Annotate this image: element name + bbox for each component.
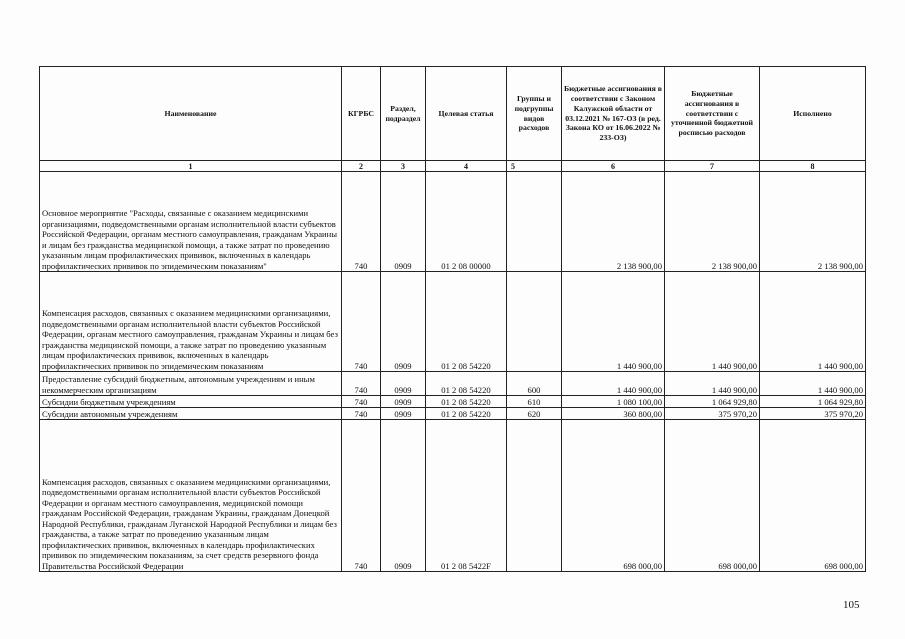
row-kgrbs: 740 xyxy=(342,272,381,372)
row-assign-law: 360 800,00 xyxy=(562,408,665,420)
column-number: 4 xyxy=(426,161,507,172)
row-group xyxy=(507,172,562,272)
row-assign-law: 1 080 100,00 xyxy=(562,396,665,408)
row-assign-refined: 2 138 900,00 xyxy=(665,172,760,272)
row-kgrbs: 740 xyxy=(342,408,381,420)
row-assign-law: 1 440 900,00 xyxy=(562,272,665,372)
row-name: Основное мероприятие "Расходы, связанные с оказанием медицинскими организациями, подведомственными органам исполнительной власти субъектов Российской Федерации, органам местного самоуправления, гражданам Украины и лицам без гражданства медицинской помощи, а также затрат по проведению указанным лицам профилактических прививок, включенных в календарь профилактических прививок по эпидемическим показаниям" xyxy=(40,172,342,272)
table-row xyxy=(40,172,866,272)
row-section: 0909 xyxy=(381,372,426,396)
row-executed: 1 064 929,80 xyxy=(760,396,866,408)
row-kgrbs: 740 xyxy=(342,172,381,272)
row-group xyxy=(507,420,562,572)
row-executed: 375 970,20 xyxy=(760,408,866,420)
row-kgrbs: 740 xyxy=(342,372,381,396)
row-assign-law: 698 000,00 xyxy=(562,420,665,572)
row-section: 0909 xyxy=(381,396,426,408)
row-target: 01 2 08 00000 xyxy=(426,172,507,272)
header-assign-refined: Бюджетные ассигнования в соответствии с уточненной бюджетной росписью расходов xyxy=(665,67,760,161)
row-group: 610 xyxy=(507,396,562,408)
page-number: 105 xyxy=(843,599,860,611)
column-number: 3 xyxy=(381,161,426,172)
table-row xyxy=(40,408,866,420)
header-row xyxy=(40,67,866,161)
row-group xyxy=(507,272,562,372)
row-assign-law: 2 138 900,00 xyxy=(562,172,665,272)
row-target: 01 2 08 54220 xyxy=(426,272,507,372)
row-executed: 1 440 900,00 xyxy=(760,272,866,372)
row-assign-refined: 375 970,20 xyxy=(665,408,760,420)
header-section: Раздел, подраздел xyxy=(381,67,426,161)
row-section: 0909 xyxy=(381,172,426,272)
row-target: 01 2 08 54220 xyxy=(426,396,507,408)
row-name: Субсидии бюджетным учреждениям xyxy=(40,396,342,408)
header-kgrbs: КГРБС xyxy=(342,67,381,161)
row-assign-refined: 1 440 900,00 xyxy=(665,372,760,396)
row-section: 0909 xyxy=(381,272,426,372)
row-executed: 2 138 900,00 xyxy=(760,172,866,272)
header-assign-law: Бюджетные ассигнования в соответствии с Законом Калужской области от 03.12.2021 № 167-ОЗ (в ред. Закона КО от 16.06.2022 № 233-ОЗ) xyxy=(562,67,665,161)
column-number: 6 xyxy=(562,161,665,172)
budget-table xyxy=(39,66,866,572)
row-executed: 1 440 900,00 xyxy=(760,372,866,396)
row-executed: 698 000,00 xyxy=(760,420,866,572)
column-number: 8 xyxy=(760,161,866,172)
header-groups: Группы и подгруппы видов расходов xyxy=(507,67,562,161)
row-target: 01 2 08 54220 xyxy=(426,408,507,420)
row-assign-refined: 1 440 900,00 xyxy=(665,272,760,372)
row-target: 01 2 08 54220 xyxy=(426,372,507,396)
row-assign-refined: 698 000,00 xyxy=(665,420,760,572)
table-row xyxy=(40,420,866,572)
row-group: 600 xyxy=(507,372,562,396)
header-executed: Исполнено xyxy=(760,67,866,161)
table-row xyxy=(40,396,866,408)
column-number-row xyxy=(40,161,866,172)
row-name: Предоставление субсидий бюджетным, автономным учреждениям и иным некоммерческим организациям xyxy=(40,372,342,396)
row-assign-law: 1 440 900,00 xyxy=(562,372,665,396)
row-kgrbs: 740 xyxy=(342,420,381,572)
column-number: 2 xyxy=(342,161,381,172)
table-row xyxy=(40,272,866,372)
header-name: Наименование xyxy=(40,67,342,161)
row-name: Субсидии автономным учреждениям xyxy=(40,408,342,420)
table-row xyxy=(40,372,866,396)
row-assign-refined: 1 064 929,80 xyxy=(665,396,760,408)
header-target: Целевая статья xyxy=(426,67,507,161)
row-group: 620 xyxy=(507,408,562,420)
column-number: 7 xyxy=(665,161,760,172)
row-name: Компенсация расходов, связанных с оказанием медицинскими организациями, подведомственными органам исполнительной власти субъектов Российской Федерации, органам местного самоуправления, гражданам Украины и лицам без гражданства медицинской помощи, а также затрат по проведению указанным лицам профилактических прививок, включенных в календарь профилактических прививок по эпидемическим показаниям xyxy=(40,272,342,372)
row-section: 0909 xyxy=(381,408,426,420)
row-name: Компенсация расходов, связанных с оказанием медицинскими организациями, подведомственными органам исполнительной власти субъектов Российской Федерации и органам местного самоуправления, медицинской помощи гражданам Российской Федерации, гражданам Украины, гражданам Донецкой Народной Республики, гражданам Луганской Народной Республики и лицам без гражданства, а также затрат по проведению указанным лицам профилактических прививок, включенных в календарь профилактических прививок по эпидемическим показаниям, за счет средств резервного фонда Правительства Российской Федерации xyxy=(40,420,342,572)
column-number: 1 xyxy=(40,161,342,172)
row-target: 01 2 08 5422F xyxy=(426,420,507,572)
column-number: 5 xyxy=(507,161,562,172)
row-section: 0909 xyxy=(381,420,426,572)
row-kgrbs: 740 xyxy=(342,396,381,408)
